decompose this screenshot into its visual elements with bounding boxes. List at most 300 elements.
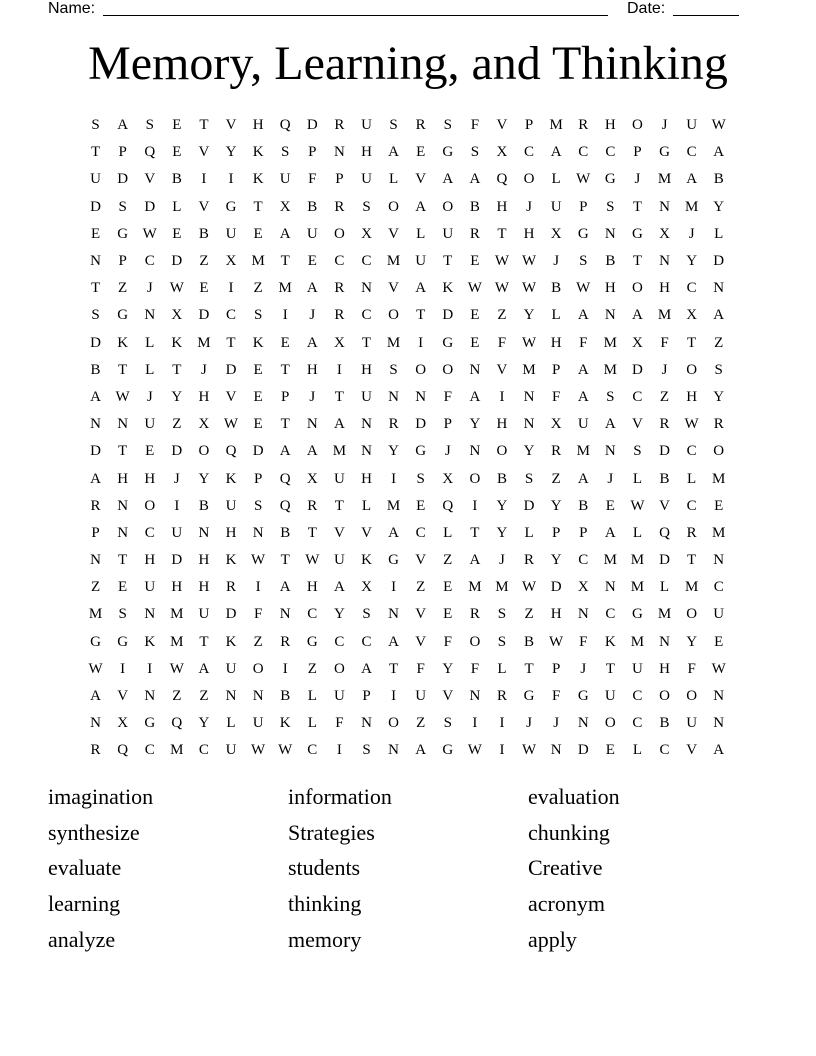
grid-letter[interactable]: A — [279, 225, 291, 242]
grid-letter[interactable]: C — [415, 524, 426, 541]
grid-letter[interactable]: U — [333, 552, 345, 569]
grid-letter[interactable]: L — [687, 470, 697, 487]
grid-letter[interactable]: C — [334, 633, 345, 650]
grid-letter[interactable]: J — [309, 388, 316, 405]
grid-letter[interactable]: S — [253, 307, 263, 324]
grid-letter[interactable]: W — [223, 416, 239, 433]
grid-letter[interactable]: C — [361, 307, 372, 324]
grid-letter[interactable]: N — [144, 688, 156, 705]
grid-letter[interactable]: W — [630, 497, 645, 514]
grid-letter[interactable]: U — [577, 416, 589, 433]
grid-letter[interactable]: H — [496, 198, 508, 215]
grid-letter[interactable]: X — [171, 307, 183, 324]
grid-letter[interactable]: H — [198, 552, 210, 569]
grid-letter[interactable]: T — [199, 633, 209, 650]
grid-letter[interactable]: Y — [523, 443, 535, 460]
grid-letter[interactable]: U — [361, 388, 372, 405]
grid-letter[interactable]: X — [577, 579, 589, 596]
grid-letter[interactable]: I — [228, 280, 234, 297]
grid-letter[interactable]: S — [362, 198, 371, 215]
grid-letter[interactable]: Y — [713, 198, 725, 215]
grid-letter[interactable]: R — [686, 524, 697, 541]
grid-letter[interactable]: G — [604, 171, 616, 188]
grid-letter[interactable]: X — [361, 225, 372, 242]
grid-letter[interactable]: C — [334, 253, 345, 270]
grid-letter[interactable]: S — [416, 470, 425, 487]
grid-letter[interactable]: D — [225, 606, 237, 623]
grid-letter[interactable]: V — [415, 171, 427, 188]
grid-letter[interactable]: B — [659, 715, 670, 732]
grid-letter[interactable]: W — [521, 579, 537, 596]
grid-letter[interactable]: E — [605, 497, 615, 514]
grid-letter[interactable]: A — [279, 579, 291, 596]
grid-letter[interactable]: L — [307, 715, 317, 732]
grid-letter[interactable]: W — [278, 742, 293, 759]
grid-letter[interactable]: O — [415, 361, 427, 378]
grid-letter[interactable]: W — [521, 280, 537, 297]
grid-letter[interactable]: A — [198, 660, 210, 677]
grid-letter[interactable]: V — [361, 524, 372, 541]
grid-letter[interactable]: G — [442, 144, 454, 161]
grid-letter[interactable]: A — [361, 660, 372, 677]
grid-letter[interactable]: R — [334, 117, 345, 134]
grid-letter[interactable]: E — [253, 416, 263, 433]
grid-letter[interactable]: M — [603, 361, 617, 378]
grid-letter[interactable]: O — [333, 225, 345, 242]
grid-letter[interactable]: T — [253, 198, 263, 215]
grid-letter[interactable]: J — [634, 171, 641, 188]
grid-letter[interactable]: H — [361, 144, 372, 161]
grid-letter[interactable]: W — [549, 633, 564, 650]
grid-letter[interactable]: G — [415, 443, 427, 460]
grid-letter[interactable]: B — [578, 497, 589, 514]
grid-letter[interactable]: W — [576, 280, 591, 297]
grid-letter[interactable]: S — [91, 117, 100, 134]
grid-letter[interactable]: U — [632, 660, 643, 677]
grid-letter[interactable]: N — [713, 280, 725, 297]
grid-letter[interactable]: A — [90, 470, 101, 487]
grid-letter[interactable]: D — [198, 307, 210, 324]
grid-letter[interactable]: S — [253, 497, 263, 514]
grid-letter[interactable]: N — [333, 144, 345, 161]
grid-letter[interactable]: L — [551, 171, 561, 188]
grid-letter[interactable]: T — [280, 552, 290, 569]
grid-letter[interactable]: T — [388, 660, 399, 677]
grid-letter[interactable]: D — [713, 253, 725, 270]
grid-letter[interactable]: C — [713, 579, 724, 596]
grid-letter[interactable]: E — [253, 225, 263, 242]
grid-letter[interactable]: O — [388, 307, 399, 324]
grid-letter[interactable]: Q — [225, 443, 237, 460]
grid-letter[interactable]: E — [714, 633, 724, 650]
grid-letter[interactable]: A — [713, 144, 725, 161]
grid-letter[interactable]: W — [711, 660, 726, 677]
grid-letter[interactable]: Y — [550, 497, 562, 514]
grid-letter[interactable]: R — [524, 552, 535, 569]
grid-letter[interactable]: W — [88, 660, 103, 677]
grid-letter[interactable]: X — [496, 144, 508, 161]
grid-letter[interactable]: Z — [714, 334, 724, 351]
grid-letter[interactable]: G — [577, 225, 589, 242]
grid-letter[interactable]: N — [198, 524, 210, 541]
grid-letter[interactable]: E — [443, 579, 453, 596]
grid-letter[interactable]: L — [226, 715, 236, 732]
grid-letter[interactable]: C — [605, 606, 616, 623]
grid-letter[interactable]: F — [497, 334, 507, 351]
grid-letter[interactable]: N — [523, 388, 535, 405]
grid-letter[interactable]: M — [549, 117, 563, 134]
grid-letter[interactable]: V — [388, 280, 399, 297]
grid-letter[interactable]: M — [170, 606, 184, 623]
grid-letter[interactable]: R — [90, 497, 101, 514]
grid-letter[interactable]: V — [225, 117, 237, 134]
grid-letter[interactable]: X — [550, 225, 562, 242]
grid-letter[interactable]: M — [468, 579, 482, 596]
grid-letter[interactable]: N — [713, 688, 725, 705]
grid-letter[interactable]: R — [280, 633, 291, 650]
grid-letter[interactable]: E — [307, 253, 317, 270]
grid-letter[interactable]: R — [469, 225, 480, 242]
grid-letter[interactable]: E — [443, 606, 453, 623]
grid-letter[interactable]: N — [469, 361, 481, 378]
grid-letter[interactable]: N — [90, 253, 101, 270]
grid-letter[interactable]: M — [251, 253, 265, 270]
grid-letter[interactable]: M — [684, 579, 699, 596]
grid-letter[interactable]: M — [684, 198, 699, 215]
grid-letter[interactable]: C — [524, 144, 535, 161]
grid-letter[interactable]: X — [632, 334, 643, 351]
grid-letter[interactable]: H — [117, 470, 129, 487]
grid-letter[interactable]: O — [686, 606, 698, 623]
grid-letter[interactable]: M — [386, 253, 401, 270]
grid-letter[interactable]: U — [604, 688, 616, 705]
grid-letter[interactable]: T — [118, 552, 128, 569]
grid-letter[interactable]: K — [252, 334, 264, 351]
grid-letter[interactable]: S — [497, 633, 507, 650]
grid-letter[interactable]: I — [228, 171, 234, 188]
grid-letter[interactable]: Z — [416, 579, 426, 596]
grid-letter[interactable]: T — [497, 225, 507, 242]
grid-letter[interactable]: X — [117, 715, 129, 732]
grid-letter[interactable]: Y — [469, 416, 481, 433]
grid-letter[interactable]: M — [88, 606, 103, 623]
grid-letter[interactable]: N — [659, 633, 670, 650]
grid-letter[interactable]: S — [362, 742, 371, 759]
grid-letter[interactable]: U — [252, 715, 264, 732]
grid-letter[interactable]: X — [279, 198, 291, 215]
grid-letter[interactable]: C — [632, 715, 643, 732]
grid-letter[interactable]: T — [280, 361, 290, 378]
grid-letter[interactable]: C — [144, 742, 155, 759]
grid-letter[interactable]: L — [632, 742, 642, 759]
grid-letter[interactable]: F — [579, 334, 588, 351]
grid-letter[interactable]: R — [334, 280, 345, 297]
grid-letter[interactable]: U — [279, 171, 291, 188]
grid-letter[interactable]: T — [307, 524, 317, 541]
grid-letter[interactable]: K — [604, 633, 616, 650]
grid-letter[interactable]: D — [90, 334, 101, 351]
grid-letter[interactable]: B — [307, 198, 318, 215]
grid-letter[interactable]: A — [415, 280, 427, 297]
grid-letter[interactable]: O — [469, 633, 481, 650]
grid-letter[interactable]: N — [306, 416, 318, 433]
grid-letter[interactable]: M — [170, 742, 184, 759]
grid-letter[interactable]: A — [577, 470, 589, 487]
grid-letter[interactable]: A — [306, 334, 318, 351]
grid-letter[interactable]: C — [686, 280, 697, 297]
grid-letter[interactable]: O — [333, 660, 345, 677]
grid-letter[interactable]: M — [630, 552, 645, 569]
grid-letter[interactable]: M — [657, 307, 672, 324]
grid-letter[interactable]: J — [499, 552, 505, 569]
grid-letter[interactable]: W — [251, 742, 266, 759]
grid-letter[interactable]: Z — [172, 416, 182, 433]
grid-letter[interactable]: D — [171, 552, 183, 569]
grid-letter[interactable]: N — [523, 416, 535, 433]
grid-letter[interactable]: A — [388, 524, 399, 541]
grid-letter[interactable]: D — [659, 443, 670, 460]
grid-letter[interactable]: R — [334, 198, 345, 215]
grid-letter[interactable]: W — [521, 334, 537, 351]
grid-letter[interactable]: N — [604, 579, 616, 596]
grid-letter[interactable]: E — [145, 443, 155, 460]
grid-letter[interactable]: F — [660, 334, 669, 351]
grid-letter[interactable]: K — [225, 552, 237, 569]
grid-letter[interactable]: B — [713, 171, 724, 188]
grid-letter[interactable]: T — [687, 552, 697, 569]
grid-letter[interactable]: I — [336, 742, 342, 759]
grid-letter[interactable]: T — [632, 253, 642, 270]
grid-letter[interactable]: A — [415, 198, 427, 215]
grid-letter[interactable]: K — [252, 144, 264, 161]
grid-letter[interactable]: W — [494, 280, 510, 297]
grid-letter[interactable]: U — [686, 715, 698, 732]
grid-letter[interactable]: Z — [416, 715, 426, 732]
grid-letter[interactable]: C — [226, 307, 237, 324]
grid-letter[interactable]: D — [306, 117, 318, 134]
grid-letter[interactable]: U — [144, 416, 156, 433]
grid-letter[interactable]: N — [604, 225, 616, 242]
grid-letter[interactable]: Q — [279, 470, 291, 487]
grid-letter[interactable]: V — [117, 688, 129, 705]
grid-letter[interactable]: N — [415, 388, 427, 405]
grid-letter[interactable]: R — [334, 307, 345, 324]
grid-letter[interactable]: L — [632, 524, 642, 541]
grid-letter[interactable]: N — [361, 416, 372, 433]
grid-letter[interactable]: M — [278, 280, 292, 297]
grid-letter[interactable]: F — [470, 117, 480, 134]
grid-letter[interactable]: E — [90, 225, 101, 242]
grid-letter[interactable]: G — [117, 307, 129, 324]
grid-letter[interactable]: A — [713, 307, 725, 324]
grid-letter[interactable]: B — [469, 198, 480, 215]
grid-letter[interactable]: W — [576, 171, 591, 188]
grid-letter[interactable]: Z — [551, 470, 561, 487]
grid-letter[interactable]: H — [306, 361, 318, 378]
grid-letter[interactable]: B — [198, 225, 209, 242]
grid-letter[interactable]: F — [551, 688, 561, 705]
grid-letter[interactable]: S — [606, 388, 615, 405]
grid-letter[interactable]: I — [499, 388, 505, 405]
grid-letter[interactable]: T — [334, 388, 344, 405]
grid-letter[interactable]: Q — [442, 497, 454, 514]
grid-letter[interactable]: C — [659, 742, 670, 759]
grid-letter[interactable]: D — [252, 443, 264, 460]
grid-letter[interactable]: P — [118, 144, 127, 161]
grid-letter[interactable]: W — [521, 253, 537, 270]
grid-letter[interactable]: G — [306, 633, 318, 650]
grid-letter[interactable]: O — [469, 470, 481, 487]
grid-letter[interactable]: I — [472, 497, 478, 514]
grid-letter[interactable]: E — [172, 117, 182, 134]
grid-letter[interactable]: U — [713, 606, 725, 623]
grid-letter[interactable]: N — [577, 715, 589, 732]
grid-letter[interactable]: D — [90, 198, 101, 215]
grid-letter[interactable]: I — [282, 307, 288, 324]
grid-letter[interactable]: J — [146, 388, 153, 405]
grid-letter[interactable]: E — [118, 579, 128, 596]
grid-letter[interactable]: S — [389, 361, 398, 378]
grid-letter[interactable]: X — [306, 470, 318, 487]
grid-letter[interactable]: Z — [443, 552, 453, 569]
grid-letter[interactable]: U — [225, 497, 237, 514]
grid-letter[interactable]: Y — [686, 633, 698, 650]
grid-letter[interactable]: P — [524, 117, 534, 134]
grid-letter[interactable]: D — [415, 416, 427, 433]
grid-letter[interactable]: G — [388, 552, 399, 569]
grid-letter[interactable]: G — [632, 606, 643, 623]
grid-letter[interactable]: A — [388, 144, 399, 161]
grid-letter[interactable]: E — [280, 334, 290, 351]
grid-letter[interactable]: U — [225, 742, 237, 759]
grid-letter[interactable]: J — [553, 253, 560, 270]
grid-letter[interactable]: P — [253, 470, 263, 487]
grid-letter[interactable]: H — [361, 361, 372, 378]
grid-letter[interactable]: R — [415, 117, 426, 134]
grid-letter[interactable]: I — [174, 497, 180, 514]
grid-letter[interactable]: V — [496, 117, 508, 134]
grid-letter[interactable]: I — [391, 470, 397, 487]
grid-letter[interactable]: M — [386, 334, 401, 351]
grid-letter[interactable]: G — [90, 633, 101, 650]
grid-letter[interactable]: N — [361, 715, 372, 732]
grid-letter[interactable]: T — [361, 334, 372, 351]
grid-letter[interactable]: S — [281, 144, 290, 161]
grid-letter[interactable]: X — [442, 470, 454, 487]
grid-letter[interactable]: J — [661, 117, 668, 134]
grid-letter[interactable]: Q — [171, 715, 183, 732]
grid-letter[interactable]: V — [632, 416, 643, 433]
grid-letter[interactable]: C — [307, 742, 318, 759]
grid-letter[interactable]: R — [469, 606, 480, 623]
grid-letter[interactable]: W — [494, 253, 510, 270]
grid-letter[interactable]: G — [523, 688, 535, 705]
grid-letter[interactable]: M — [386, 497, 401, 514]
grid-letter[interactable]: O — [442, 361, 454, 378]
grid-letter[interactable]: K — [252, 171, 264, 188]
grid-letter[interactable]: J — [661, 361, 668, 378]
grid-letter[interactable]: R — [496, 688, 507, 705]
grid-letter[interactable]: P — [308, 144, 317, 161]
grid-letter[interactable]: O — [604, 715, 616, 732]
grid-letter[interactable]: S — [362, 606, 371, 623]
grid-letter[interactable]: M — [170, 633, 184, 650]
grid-letter[interactable]: W — [142, 225, 157, 242]
grid-letter[interactable]: Q — [279, 497, 291, 514]
grid-letter[interactable]: H — [225, 524, 237, 541]
grid-letter[interactable]: Z — [659, 388, 670, 405]
grid-letter[interactable]: D — [523, 497, 535, 514]
grid-letter[interactable]: H — [252, 117, 264, 134]
grid-letter[interactable]: K — [225, 470, 237, 487]
grid-letter[interactable]: V — [415, 552, 427, 569]
grid-letter[interactable]: A — [333, 579, 345, 596]
grid-letter[interactable]: L — [497, 660, 507, 677]
grid-letter[interactable]: T — [334, 497, 344, 514]
grid-letter[interactable]: L — [388, 171, 399, 188]
grid-letter[interactable]: T — [118, 361, 128, 378]
grid-letter[interactable]: M — [630, 579, 645, 596]
grid-letter[interactable]: C — [686, 144, 697, 161]
grid-letter[interactable]: W — [711, 117, 726, 134]
grid-letter[interactable]: Z — [497, 307, 507, 324]
grid-letter[interactable]: F — [416, 660, 425, 677]
grid-letter[interactable]: N — [90, 715, 101, 732]
grid-letter[interactable]: G — [577, 688, 589, 705]
grid-letter[interactable]: C — [361, 633, 372, 650]
grid-letter[interactable]: I — [147, 660, 153, 677]
grid-letter[interactable]: B — [605, 253, 616, 270]
grid-letter[interactable]: O — [659, 688, 670, 705]
grid-letter[interactable]: U — [333, 470, 345, 487]
grid-letter[interactable]: K — [117, 334, 129, 351]
grid-letter[interactable]: I — [391, 688, 397, 705]
grid-letter[interactable]: T — [90, 144, 101, 161]
grid-letter[interactable]: D — [225, 361, 237, 378]
grid-letter[interactable]: H — [496, 416, 508, 433]
grid-letter[interactable]: U — [361, 171, 372, 188]
grid-letter[interactable]: Z — [253, 280, 263, 297]
grid-letter[interactable]: S — [606, 198, 615, 215]
grid-letter[interactable]: F — [579, 633, 588, 650]
grid-letter[interactable]: T — [632, 198, 642, 215]
grid-letter[interactable]: M — [332, 443, 347, 460]
grid-letter[interactable]: A — [469, 171, 481, 188]
grid-letter[interactable]: S — [524, 470, 534, 487]
grid-letter[interactable]: C — [307, 606, 318, 623]
grid-letter[interactable]: X — [198, 416, 210, 433]
grid-letter[interactable]: O — [686, 688, 698, 705]
grid-letter[interactable]: A — [469, 552, 481, 569]
grid-letter[interactable]: K — [279, 715, 291, 732]
grid-letter[interactable]: N — [279, 606, 291, 623]
grid-letter[interactable]: E — [605, 742, 615, 759]
grid-letter[interactable]: U — [333, 688, 345, 705]
grid-letter[interactable]: V — [659, 497, 670, 514]
grid-letter[interactable]: X — [361, 579, 372, 596]
grid-letter[interactable]: B — [90, 361, 101, 378]
grid-letter[interactable]: J — [553, 715, 560, 732]
grid-letter[interactable]: G — [117, 633, 129, 650]
grid-letter[interactable]: J — [173, 470, 180, 487]
grid-letter[interactable]: B — [551, 280, 562, 297]
grid-letter[interactable]: F — [443, 633, 452, 650]
grid-letter[interactable]: N — [604, 443, 616, 460]
grid-letter[interactable]: U — [225, 225, 237, 242]
grid-letter[interactable]: C — [144, 524, 155, 541]
grid-letter[interactable]: N — [388, 742, 399, 759]
grid-letter[interactable]: E — [253, 361, 263, 378]
